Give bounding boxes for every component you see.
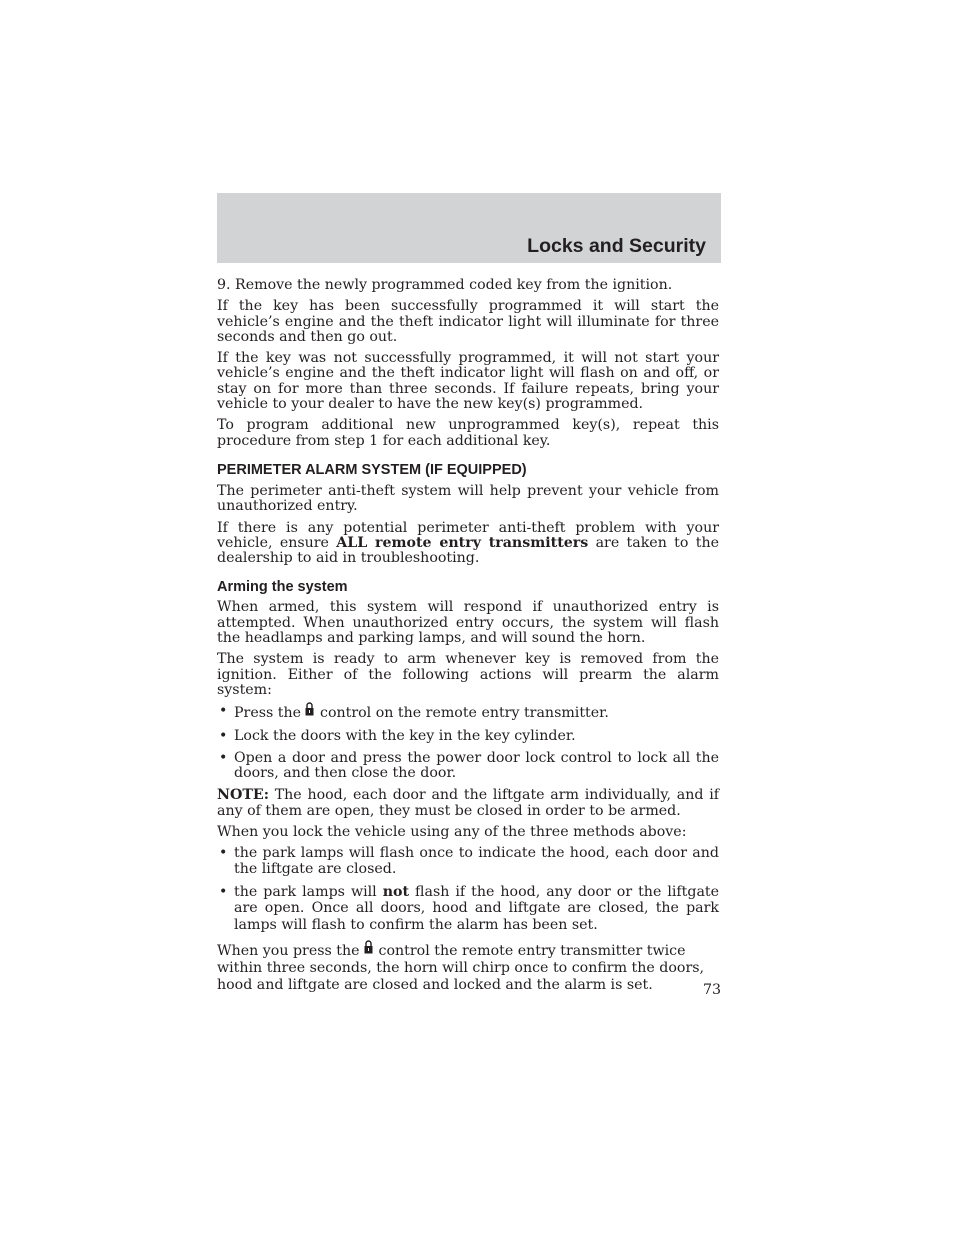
double-press-text-1: When you press the [217, 942, 360, 959]
perimeter-alarm-heading: PERIMETER ALARM SYSTEM (IF EQUIPPED) [217, 461, 527, 478]
section-header-band [217, 193, 721, 263]
list-item [217, 751, 719, 782]
list-item [217, 884, 719, 933]
bullet-dot: • [219, 845, 228, 862]
bullet-text: Lock the doors with the key in the key cylinder. [234, 727, 576, 744]
list-item [217, 729, 719, 744]
bullet-text: Press the [234, 705, 302, 722]
double-press-paragraph [217, 942, 719, 994]
perimeter-problem-paragraph [217, 521, 719, 567]
arming-heading: Arming the system [217, 579, 348, 596]
bullet-dot: • [219, 703, 228, 720]
page-number: 73 [702, 982, 721, 998]
perimeter-problem-text-2: are taken to the dealership to aid in troubleshooting. [217, 534, 719, 567]
arming-intro-paragraph: When armed, this system will respond if unauthorized entry is attempted. When unauthorized entry occurs, the system will flash the headlamps and parking lamps, and will sound the horn. [217, 599, 719, 647]
additional-keys-paragraph: To program additional new unprogrammed key(s), repeat this procedure from step 1 for each additional key. [217, 417, 719, 449]
prearm-actions-list [217, 704, 719, 781]
step-9-paragraph: 9. Remove the newly programmed coded key from the ignition. [217, 277, 673, 293]
perimeter-problem-text-1: If there is any potential perimeter anti-theft problem with your vehicle, ensure [217, 519, 719, 551]
bullet-text: control on the remote entry transmitter. [320, 705, 609, 722]
bullet-dot: • [219, 749, 228, 766]
lock-icon [364, 942, 373, 956]
failure-paragraph: If the key was not successfully programmed, it will not start your vehicle’s engine and the theft indicator light will flash on and off, or stay on for more than three seconds. If failure repeats, bring your vehicle to your dealer to have the new key(s) programmed. [217, 350, 719, 413]
bullet-text: Open a door and press the power door lock control to lock all the doors, and then close the door. [234, 749, 719, 782]
list-item [217, 704, 719, 721]
bullet-bold: not [382, 883, 410, 900]
bullet-text: flash if the hood, any door or the liftgate are open. Once all doors, hood and liftgate are closed, the park lamps will flash to confirm the alarm has been set. [234, 883, 719, 933]
perimeter-problem-bold: ALL remote entry transmitters [336, 534, 589, 551]
double-press-text-2: control the remote entry transmitter twice within three seconds, the horn will chirp once to confirm the doors, hood and liftgate are closed and locked and the alarm is set. [217, 942, 705, 993]
bullet-text: the park lamps will flash once to indicate the hood, each door and the liftgate are closed. [234, 845, 719, 877]
note-paragraph [217, 788, 719, 819]
lock-methods-paragraph: When you lock the vehicle using any of the three methods above: [217, 824, 687, 841]
section-title: Locks and Security [527, 235, 706, 257]
list-item [217, 846, 719, 877]
perimeter-intro-paragraph: The perimeter anti-theft system will help prevent your vehicle from unauthorized entry. [217, 482, 719, 515]
page-body [217, 278, 719, 1000]
lock-icon [305, 704, 314, 718]
bullet-dot: • [219, 883, 228, 900]
success-paragraph: If the key has been successfully programmed it will start the vehicle’s engine and the theft indicator light will illuminate for three seconds and then go out. [217, 298, 719, 345]
bullet-text: the park lamps will [234, 883, 383, 900]
bullet-dot: • [219, 727, 228, 744]
note-label: NOTE: [217, 787, 269, 804]
note-text: The hood, each door and the liftgate arm individually, and if any of them are open, they must be closed in order to be armed. [217, 787, 719, 819]
park-lamp-list [217, 846, 719, 932]
arming-ready-paragraph: The system is ready to arm whenever key is removed from the ignition. Either of the following actions will prearm the alarm system: [217, 651, 719, 698]
